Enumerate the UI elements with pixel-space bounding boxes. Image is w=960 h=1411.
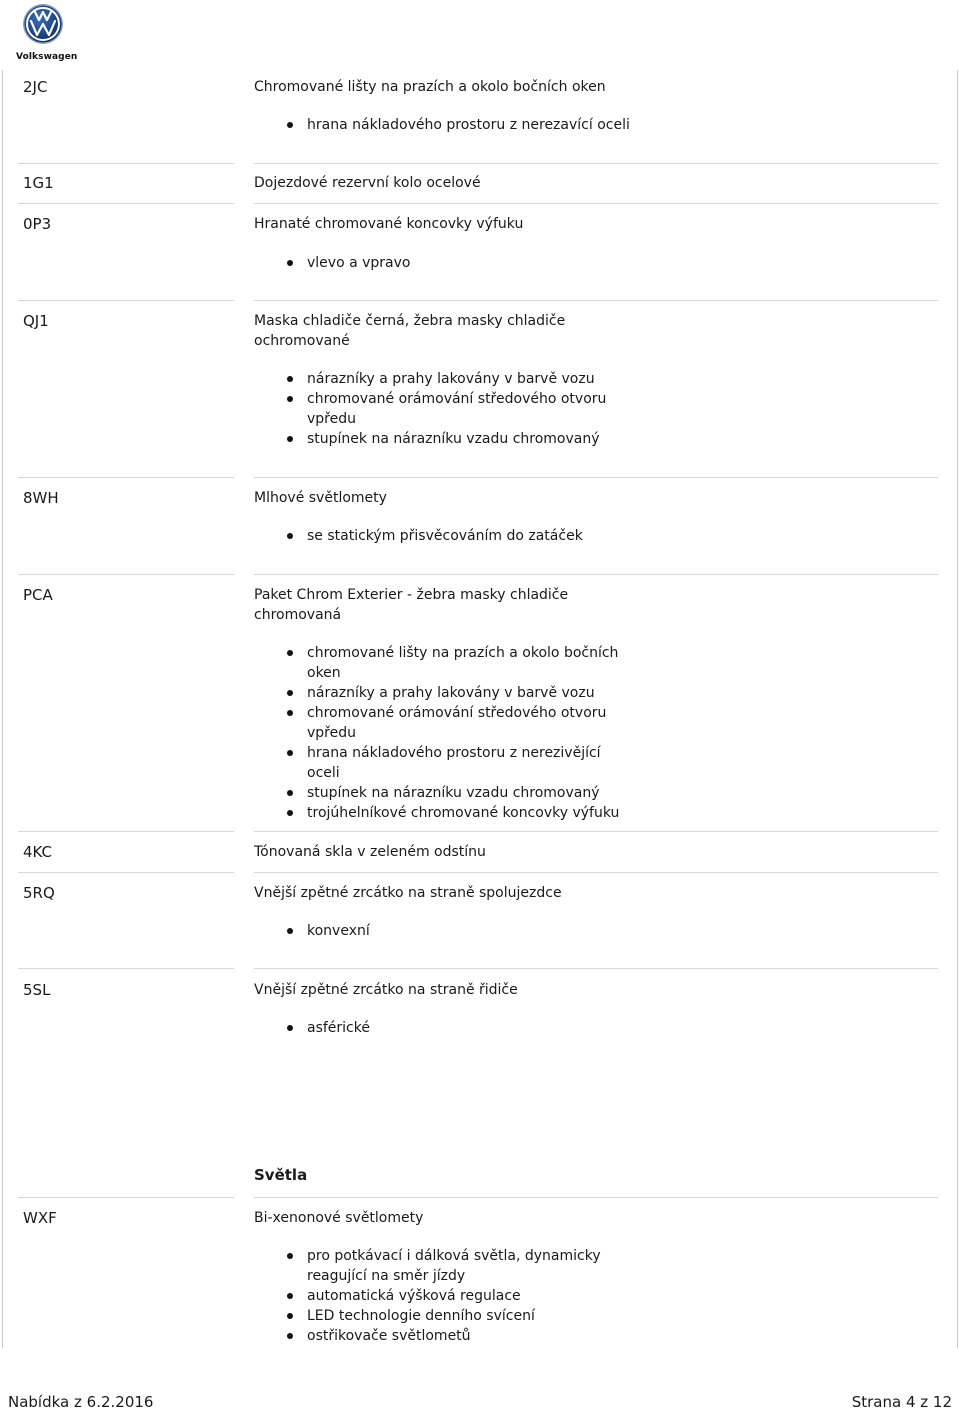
option-bullets — [287, 921, 647, 941]
vw-emblem-icon — [22, 3, 64, 45]
bullet-item: chromované orámování středového otvoru vpředu — [287, 703, 632, 743]
option-title: Chromované lišty na prazích a okolo bočních oken — [254, 79, 606, 95]
bullet-item: chromované orámování středového otvoru vpředu — [287, 389, 627, 429]
row-divider-left — [18, 477, 234, 478]
bullet-item: hrana nákladového prostoru z nerezivějící oceli — [287, 743, 632, 783]
option-code: 2JC — [23, 78, 48, 96]
volkswagen-logo — [16, 3, 76, 62]
footer-page-number: Strana 4 z 12 — [851, 1393, 952, 1411]
row-divider-right — [254, 872, 938, 873]
bullet-item: se statickým přisvěcováním do zatáček — [287, 526, 647, 546]
row-divider-right — [254, 477, 938, 478]
option-title: Dojezdové rezervní kolo ocelové — [254, 175, 481, 191]
row-divider-right — [254, 574, 938, 575]
row-divider-left — [18, 872, 234, 873]
bullet-item: ostřikovače světlometů — [287, 1326, 617, 1346]
bullet-item: konvexní — [287, 921, 647, 941]
option-title: Hranaté chromované koncovky výfuku — [254, 216, 524, 232]
row-divider-right — [254, 1197, 938, 1198]
option-bullets — [287, 369, 627, 449]
option-title: Vnější zpětné zrcátko na straně řidiče — [254, 982, 518, 998]
option-code: 5RQ — [23, 884, 55, 902]
row-divider-right — [254, 163, 938, 164]
row-divider-left — [18, 574, 234, 575]
row-divider-right — [254, 968, 938, 969]
row-divider-right — [254, 300, 938, 301]
option-title: Maska chladiče černá, žebra masky chladiče ochromované — [254, 313, 566, 349]
bullet-item: LED technologie denního svícení — [287, 1306, 617, 1326]
option-title: Mlhové světlomety — [254, 490, 387, 506]
bullet-item: automatická výšková regulace — [287, 1286, 617, 1306]
frame-right-border — [957, 70, 958, 1348]
bullet-item: pro potkávací i dálková světla, dynamicky reagující na směr jízdy — [287, 1246, 617, 1286]
bullet-item: chromované lišty na prazích a okolo bočních oken — [287, 643, 632, 683]
option-bullets — [287, 1018, 647, 1038]
footer-offer-date: Nabídka z 6.2.2016 — [8, 1393, 154, 1411]
bullet-item: vlevo a vpravo — [287, 253, 647, 273]
option-code: 1G1 — [23, 174, 54, 192]
option-code: 8WH — [23, 489, 59, 507]
option-bullets — [287, 526, 647, 546]
row-divider-left — [18, 203, 234, 204]
option-code: 0P3 — [23, 215, 52, 233]
row-divider-left — [18, 831, 234, 832]
bullet-item: hrana nákladového prostoru z nerezavící oceli — [287, 115, 647, 135]
row-divider-right — [254, 831, 938, 832]
option-bullets — [287, 643, 632, 823]
option-code: 4KC — [23, 843, 53, 861]
bullet-item: asférické — [287, 1018, 647, 1038]
row-divider-left — [18, 163, 234, 164]
option-bullets — [287, 253, 647, 273]
brand-name: Volkswagen — [16, 52, 78, 62]
row-divider-left — [18, 300, 234, 301]
option-bullets — [287, 115, 647, 135]
row-divider-left — [18, 1197, 234, 1198]
bullet-item: stupínek na nárazníku vzadu chromovaný — [287, 429, 627, 449]
option-code: WXF — [23, 1209, 57, 1227]
option-title: Vnější zpětné zrcátko na straně spolujezdce — [254, 885, 562, 901]
row-divider-right — [254, 203, 938, 204]
bullet-item: nárazníky a prahy lakovány v barvě vozu — [287, 683, 632, 703]
bullet-item: stupínek na nárazníku vzadu chromovaný — [287, 783, 632, 803]
option-code: QJ1 — [23, 312, 49, 330]
bullet-item: nárazníky a prahy lakovány v barvě vozu — [287, 369, 627, 389]
section-heading: Světla — [254, 1166, 308, 1184]
option-title: Paket Chrom Exterier - žebra masky chladiče chromovaná — [254, 587, 569, 623]
option-title: Tónovaná skla v zeleném odstínu — [254, 844, 486, 860]
row-divider-left — [18, 968, 234, 969]
option-code: PCA — [23, 586, 53, 604]
option-title: Bi-xenonové světlomety — [254, 1210, 424, 1226]
option-code: 5SL — [23, 981, 51, 999]
option-bullets — [287, 1246, 617, 1346]
bullet-item: trojúhelníkové chromované koncovky výfuku — [287, 803, 632, 823]
frame-left-border — [2, 70, 3, 1348]
